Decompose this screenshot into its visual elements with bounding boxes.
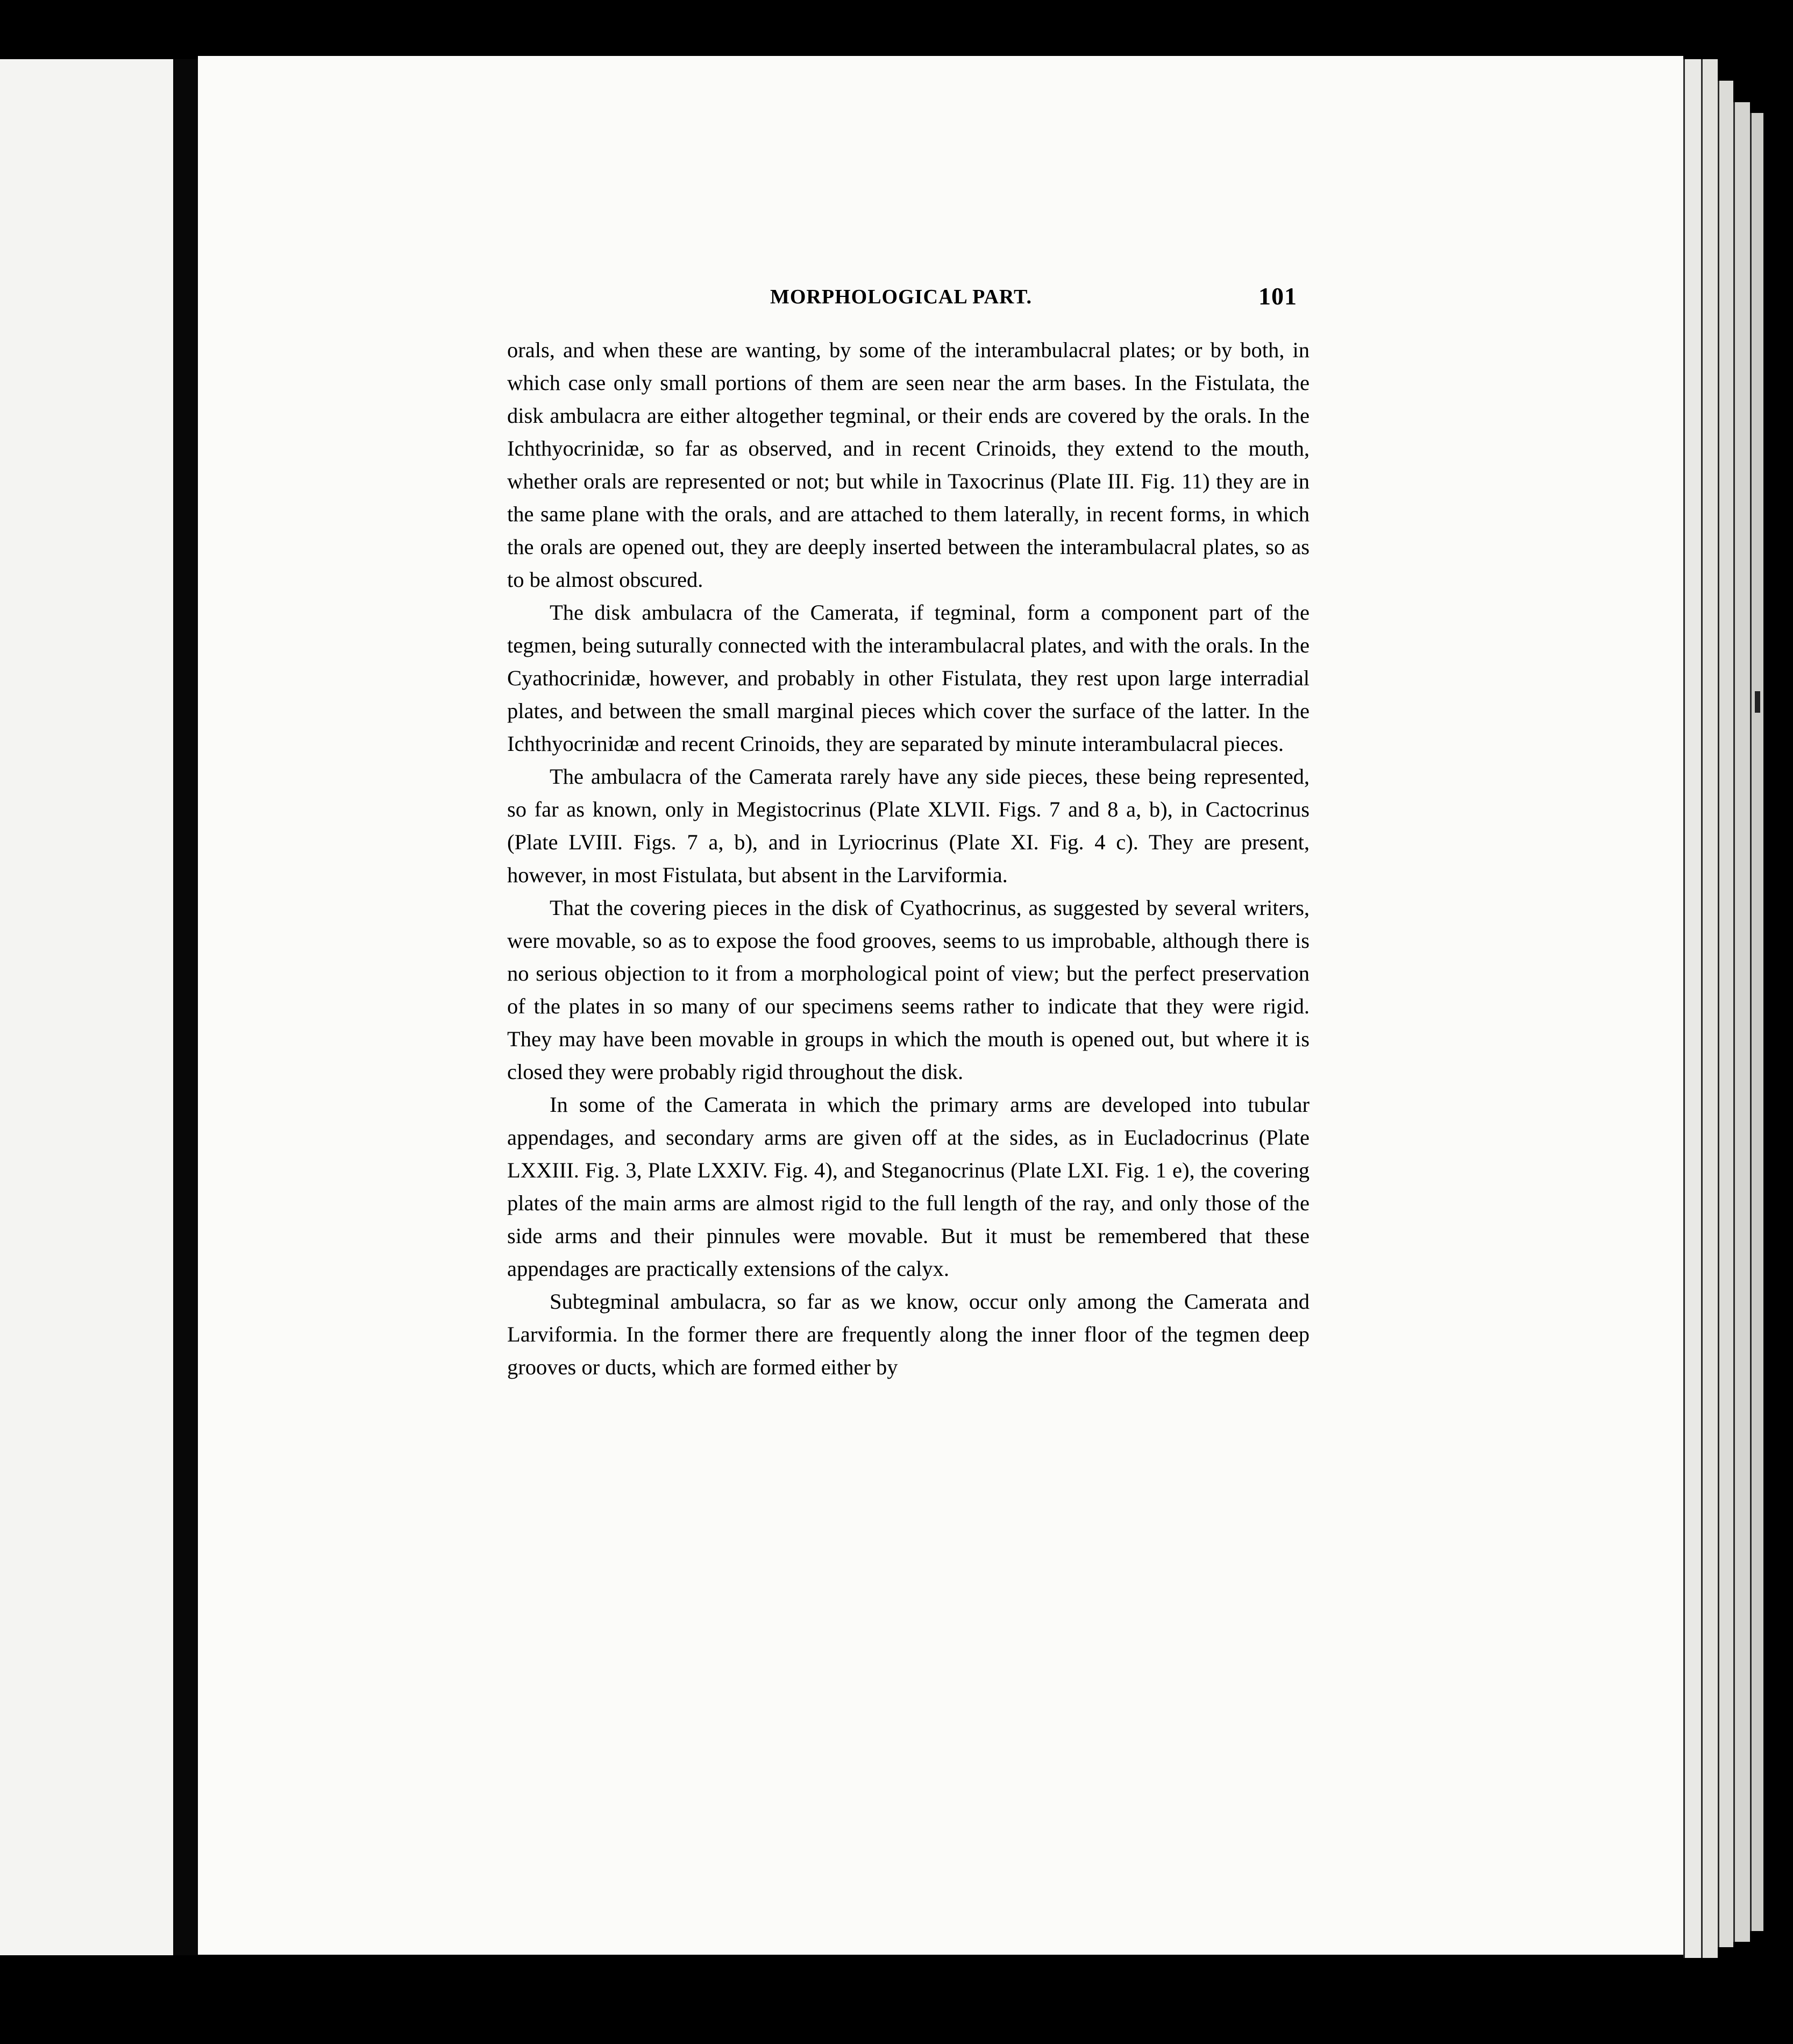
paragraph: Subtegminal ambulacra, so far as we know, occur only among the Camerata and Larviformia. In the former there are frequently along the inner floor of the tegmen deep grooves or ducts, which are formed either by: [507, 1289, 1310, 1379]
previous-page-edge: [0, 59, 174, 1955]
page-edge-mark: [1755, 691, 1760, 713]
paragraph: In some of the Camerata in which the primary arms are developed into tubular appendages, and secondary arms are given off at the sides, as in Eucladocrinus (Plate LXXIII. Fig. 3, Plate LXXIV. Fig. 4), and Steganocrinus (Plate LXI. Fig. 1 e), the covering plates of the main arms are almost rigid to the full length of the ray, and only those of the side arms and their pinnules were movable. But it must be remembered that these appendages are practically extensions of the calyx.: [507, 1092, 1310, 1281]
page-edge: [1701, 59, 1718, 1958]
page-number: 101: [1258, 282, 1297, 310]
page-edge: [1683, 59, 1701, 1958]
paragraph: orals, and when these are wanting, by some of the interambulacral plates; or by both, in which case only small portions of them are seen near the arm bases. In the Fistulata, the disk ambulacra are either altogether tegminal, or their ends are covered by the orals. In the Ichthyocrinidæ, so far as observed, and in recent Crinoids, they extend to the mouth, whether orals are represented or not; but while in Taxocrinus (Plate III. Fig. 11) they are in the same plane with the orals, and are attached to them laterally, in recent forms, in which the orals are opened out, they are deeply inserted between the interambulacral plates, so as to be almost obscured.: [507, 338, 1310, 592]
page-edge: [1718, 81, 1733, 1947]
paragraph: That the covering pieces in the disk of Cyathocrinus, as suggested by several writers, were movable, so as to expose the food grooves, seems to us improbable, although there is no serious objection to it from a morphological point of view; but the perfect preservation of the plates in so many of our specimens seems rather to indicate that they were rigid. They may have been movable in groups in which the mouth is opened out, but where it is closed they were probably rigid throughout the disk.: [507, 896, 1310, 1084]
page-edge: [1750, 113, 1763, 1931]
paragraph: The disk ambulacra of the Camerata, if tegminal, form a component part of the tegmen, being suturally connected with the interambulacral plates, and with the orals. In the Cyathocrinidæ, however, and probably in other Fistulata, they rest upon large interradial plates, and between the small marginal pieces which cover the surface of the latter. In the Ichthyocrinidæ and recent Crinoids, they are separated by minute interambulacral pieces.: [507, 600, 1310, 756]
running-title: MORPHOLOGICAL PART.: [770, 286, 1033, 308]
paragraph: The ambulacra of the Camerata rarely have any side pieces, these being represented, so far as known, only in Megistocrinus (Plate XLVII. Figs. 7 and 8 a, b), in Cactocrinus (Plate LVIII. Figs. 7 a, b), and in Lyriocrinus (Plate XI. Fig. 4 c). They are present, however, in most Fistulata, but absent in the Larviformia.: [507, 764, 1310, 887]
book-gutter: [173, 59, 198, 1955]
page-edge: [1733, 102, 1750, 1942]
body-text: [507, 333, 1310, 1383]
